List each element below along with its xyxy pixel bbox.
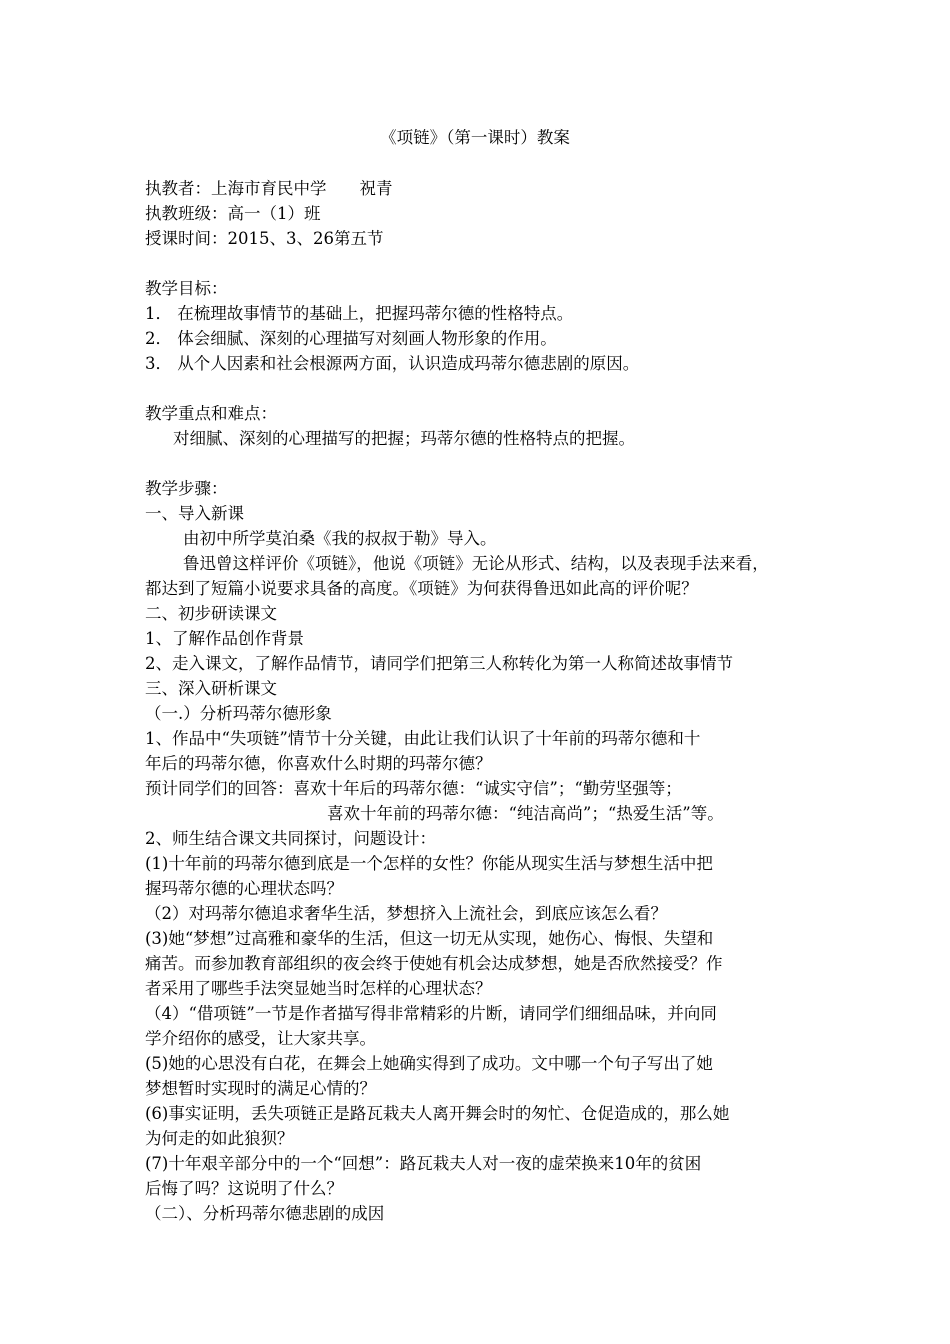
- steps-heading: 教学步骤：: [145, 479, 228, 498]
- question-line: 学介绍你的感受，让大家共享。: [145, 1029, 376, 1048]
- keypoints-text: 对细腻、深刻的心理描写的把握；玛蒂尔德的性格特点的把握。: [173, 429, 635, 448]
- body-text-line: 鲁迅曾这样评价《项链》，他说《项链》无论从形式、结构，以及表现手法来看，: [183, 554, 769, 573]
- question-line: 后悔了吗？这说明了什么？: [145, 1179, 343, 1198]
- body-text-line: 2、师生结合课文共同探讨，问题设计：: [145, 829, 436, 848]
- keypoints-heading: 教学重点和难点：: [145, 404, 277, 423]
- question-line: (3)她“梦想”过高雅和豪华的生活，但这一切无从实现，她伤心、悔恨、失望和: [145, 929, 714, 948]
- teacher-line: 执教者：上海市育民中学 祝青: [145, 179, 393, 198]
- section-heading: 二、初步研读课文: [145, 604, 277, 623]
- body-text-line: 年后的玛蒂尔德，你喜欢什么时期的玛蒂尔德？: [145, 754, 492, 773]
- body-text-line: 喜欢十年前的玛蒂尔德：“纯洁高尚”；“热爱生活”等。: [327, 804, 724, 823]
- body-text-line: 由初中所学莫泊桑《我的叔叔于勒》导入。: [183, 529, 497, 548]
- question-line: （2）对玛蒂尔德追求奢华生活，梦想挤入上流社会，到底应该怎么看？: [145, 904, 667, 923]
- objective-item: 1． 在梳理故事情节的基础上，把握玛蒂尔德的性格特点。: [145, 304, 574, 323]
- question-line: 痛苦。而参加教育部组织的夜会终于使她有机会达成梦想，她是否欣然接受？作: [145, 954, 723, 973]
- question-line: (6)事实证明，丢失项链正是路瓦栽夫人离开舞会时的匆忙、仓促造成的，那么她: [145, 1104, 730, 1123]
- question-line: (7)十年艰辛部分中的一个“回想”：路瓦栽夫人对一夜的虚荣换来10年的贫困: [145, 1154, 702, 1173]
- time-line: 授课时间：2015、3、26第五节: [145, 229, 384, 248]
- body-text-line: 预计同学们的回答：喜欢十年后的玛蒂尔德：“诚实守信”；“勤劳坚强等；: [145, 779, 682, 798]
- section-heading: 一、导入新课: [145, 504, 244, 523]
- question-line: 梦想暂时实现时的满足心情的？: [145, 1079, 376, 1098]
- page-title: 《项链》（第一课时）教案: [380, 128, 570, 147]
- question-line: (1)十年前的玛蒂尔德到底是一个怎样的女性？你能从现实生活与梦想生活中把: [145, 854, 713, 873]
- question-line: （4）“借项链”一节是作者描写得非常精彩的片断，请同学们细细品味，并向同: [145, 1004, 717, 1023]
- body-text-line: 都达到了短篇小说要求具备的高度。《项链》为何获得鲁迅如此高的评价呢？: [145, 579, 698, 598]
- objective-item: 2． 体会细腻、深刻的心理描写对刻画人物形象的作用。: [145, 329, 557, 348]
- body-text-line: 2、走入课文，了解作品情节，请同学们把第三人称转化为第一人称简述故事情节: [145, 654, 733, 673]
- body-text-line: 1、了解作品创作背景: [145, 629, 304, 648]
- class-line: 执教班级：高一（1）班: [145, 204, 321, 223]
- question-line: (5)她的心思没有白花，在舞会上她确实得到了成功。文中哪一个句子写出了她: [145, 1054, 713, 1073]
- body-text-line: 1、作品中“失项链”情节十分关键，由此让我们认识了十年前的玛蒂尔德和十: [145, 729, 701, 748]
- objective-item: 3． 从个人因素和社会根源两方面，认识造成玛蒂尔德悲剧的原因。: [145, 354, 640, 373]
- question-line: 为何走的如此狼狈？: [145, 1129, 294, 1148]
- subsection-heading: （二）、分析玛蒂尔德悲剧的成因: [145, 1204, 385, 1223]
- section-heading: 三、深入研析课文: [145, 679, 277, 698]
- subsection-heading: （一.）分析玛蒂尔德形象: [145, 704, 332, 723]
- question-line: 者采用了哪些手法突显她当时怎样的心理状态？: [145, 979, 492, 998]
- question-line: 握玛蒂尔德的心理状态吗？: [145, 879, 343, 898]
- objectives-heading: 教学目标：: [145, 279, 228, 298]
